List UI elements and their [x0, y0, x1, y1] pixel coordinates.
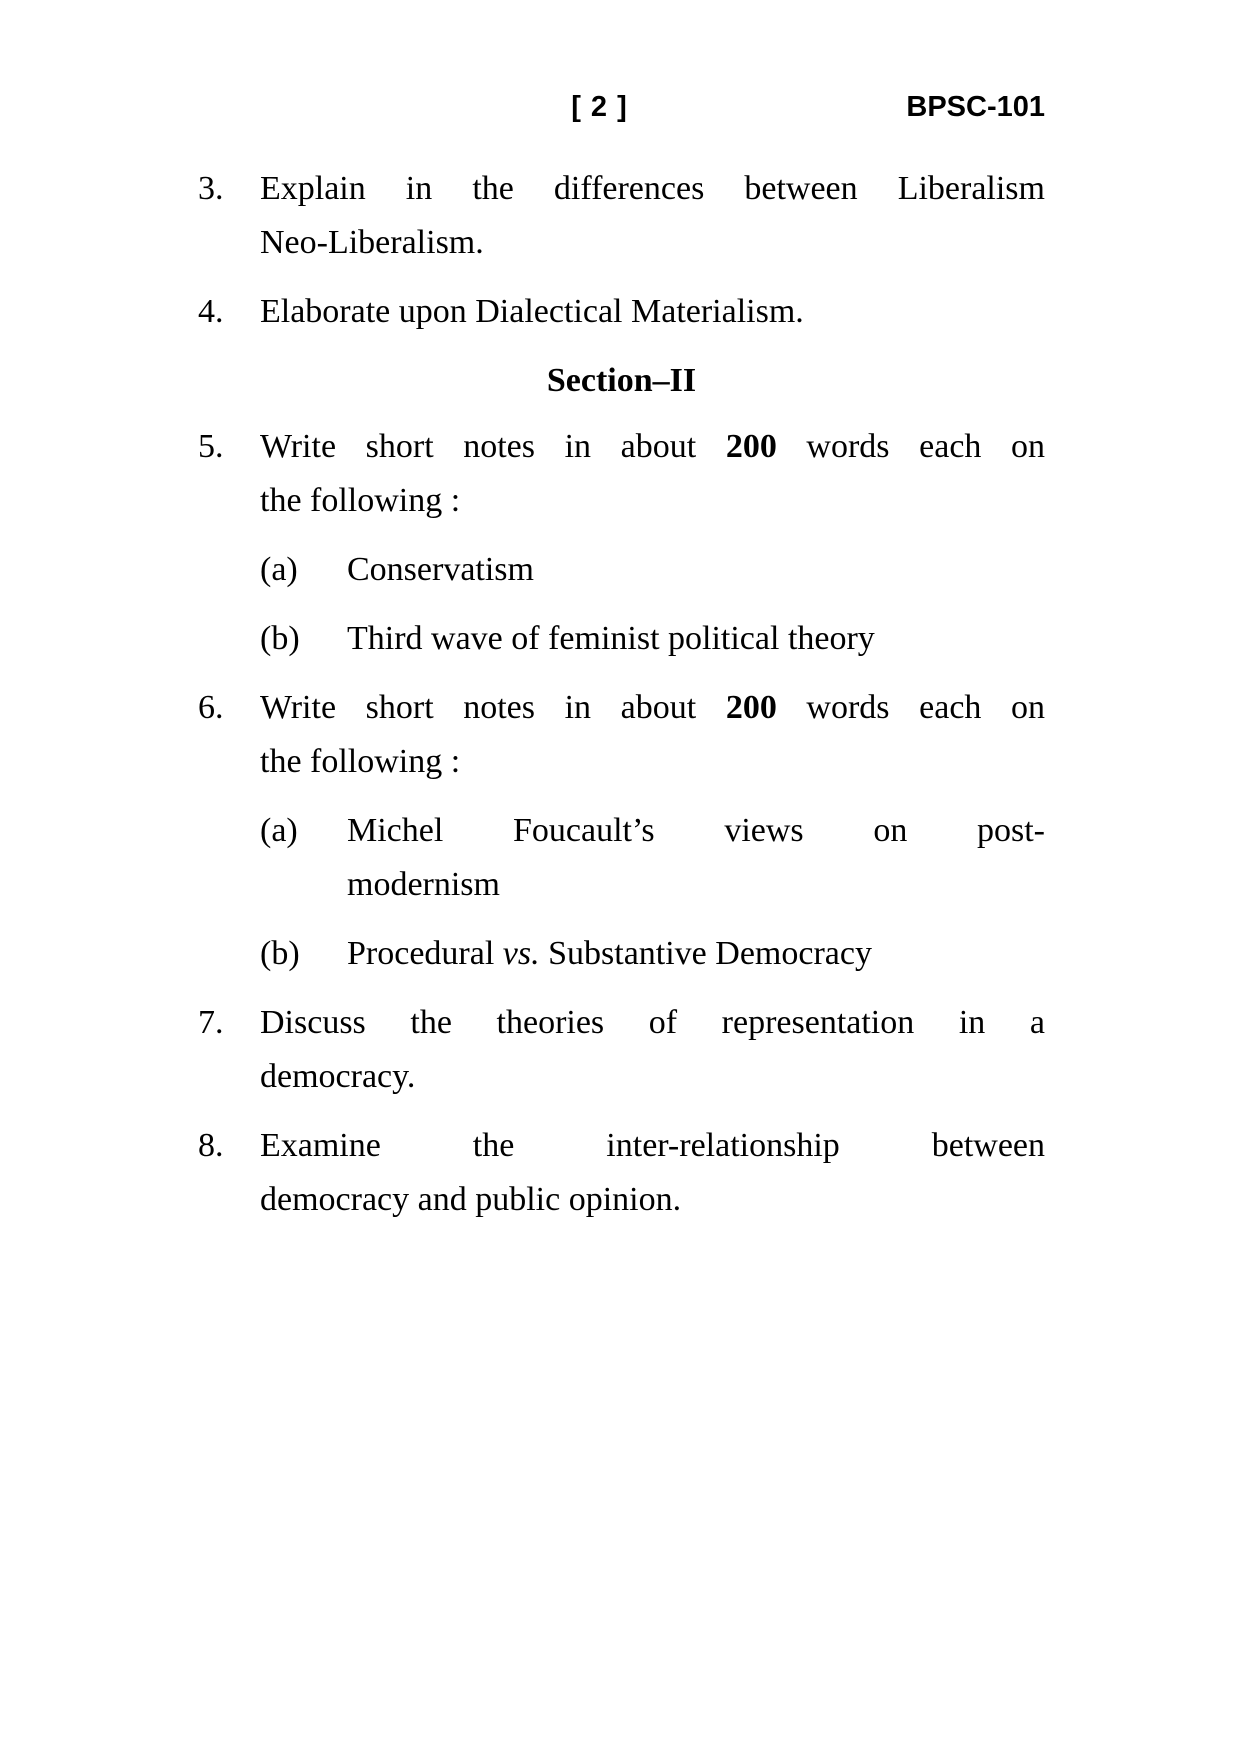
question-7-body [260, 996, 1045, 1104]
question-3-number: 3. [198, 170, 224, 207]
question-6b-post: Substantive Democracy [548, 935, 872, 972]
page-content [198, 88, 1045, 1242]
question-4-number: 4. [198, 293, 224, 330]
page-header [198, 88, 1045, 126]
question-6a-body [347, 804, 1045, 912]
question-5b-marker: (b) [260, 620, 300, 657]
question-5b [260, 612, 1045, 666]
question-6b-marker: (b) [260, 935, 300, 972]
question-5a-body [347, 543, 1045, 597]
question-6a-line-2: modernism [347, 866, 500, 903]
question-3-line-1: Explain in the differences between Liberalism [260, 170, 1045, 207]
section-heading: Section–II [546, 362, 697, 399]
question-4 [198, 285, 1045, 339]
question-5-intro-line-2: the following : [260, 482, 461, 519]
question-3-line-2: Neo-Liberalism. [260, 224, 484, 261]
question-8 [198, 1119, 1045, 1227]
question-5-intro-line-1 [260, 420, 1045, 474]
question-6-word-count: 200 [725, 689, 777, 726]
question-6b-text [347, 927, 1045, 981]
question-7-line-1: Discuss the theories of representation in a [260, 1004, 1045, 1041]
question-6 [198, 681, 1045, 981]
question-6-number: 6. [198, 689, 224, 726]
question-6a-marker: (a) [260, 812, 298, 849]
question-7-line-2: democracy. [260, 1058, 416, 1095]
question-5-intro-pre: Write short notes in about [260, 428, 697, 465]
question-5-number: 5. [198, 428, 224, 465]
question-5 [198, 420, 1045, 666]
question-8-line-2: democracy and public opinion. [260, 1181, 682, 1218]
question-6b-vs: vs. [502, 935, 540, 972]
question-3-body [260, 162, 1045, 270]
question-4-line-1: Elaborate upon Dialectical Materialism. [260, 293, 804, 330]
question-6-body [260, 681, 1045, 981]
question-6a [260, 804, 1045, 912]
question-7-number: 7. [198, 1004, 224, 1041]
paper-code: BPSC-101 [906, 91, 1045, 123]
question-6-intro-line-2: the following : [260, 743, 461, 780]
question-5a [260, 543, 1045, 597]
question-6-intro-pre: Write short notes in about [260, 689, 697, 726]
question-6b-pre: Procedural [347, 935, 495, 972]
question-6b-body [347, 927, 1045, 981]
question-5-intro-post: words each on [806, 428, 1046, 465]
question-7 [198, 996, 1045, 1104]
question-5-word-count: 200 [725, 428, 777, 465]
question-8-line-1: Examine the inter-relationship between [260, 1127, 1045, 1164]
question-8-number: 8. [198, 1127, 224, 1164]
question-6b [260, 927, 1045, 981]
question-6-intro-post: words each on [806, 689, 1046, 726]
question-3 [198, 162, 1045, 270]
question-6a-line-1: Michel Foucault’s views on post- [347, 812, 1045, 849]
question-5-body [260, 420, 1045, 666]
question-5b-body [347, 612, 1045, 666]
question-6-intro-line-1 [260, 681, 1045, 735]
question-8-body [260, 1119, 1045, 1227]
question-5a-text: Conservatism [347, 551, 534, 588]
question-5a-marker: (a) [260, 551, 298, 588]
question-5b-text: Third wave of feminist political theory [347, 620, 875, 657]
page-number: [ 2 ] [571, 91, 628, 123]
question-4-body [260, 285, 1045, 339]
